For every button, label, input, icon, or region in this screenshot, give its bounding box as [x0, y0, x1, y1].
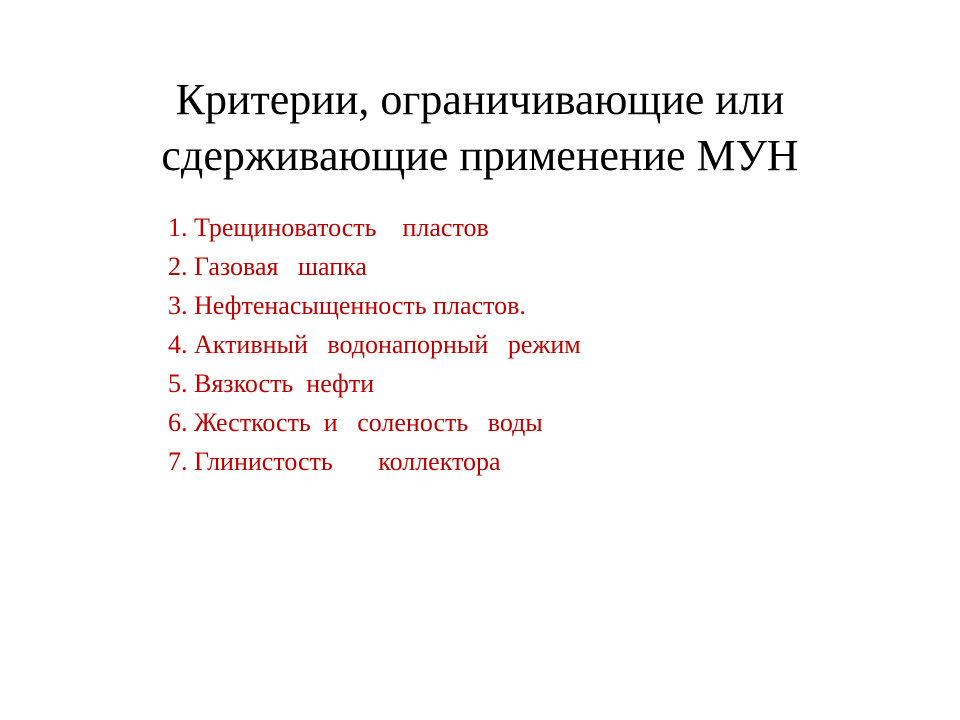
- criteria-item-3: 3. Нефтенасыщенность пластов.: [168, 291, 526, 320]
- criteria-item-7: 7. Глинистость коллектора: [168, 447, 501, 476]
- slide-title: [0, 72, 960, 184]
- criteria-item-1: 1. Трещиноватость пластов: [168, 213, 489, 242]
- slide-title-line-1: Критерии, ограничивающие или: [175, 75, 785, 124]
- criteria-item-2: 2. Газовая шапка: [168, 252, 367, 281]
- slide-title-line-2: сдерживающие применение МУН: [161, 131, 799, 180]
- criteria-item-5: 5. Вязкость нефти: [168, 369, 375, 398]
- criteria-item-6: 6. Жесткость и соленость воды: [168, 408, 543, 437]
- criteria-item-4: 4. Активный водонапорный режим: [168, 330, 581, 359]
- criteria-list: [168, 208, 581, 481]
